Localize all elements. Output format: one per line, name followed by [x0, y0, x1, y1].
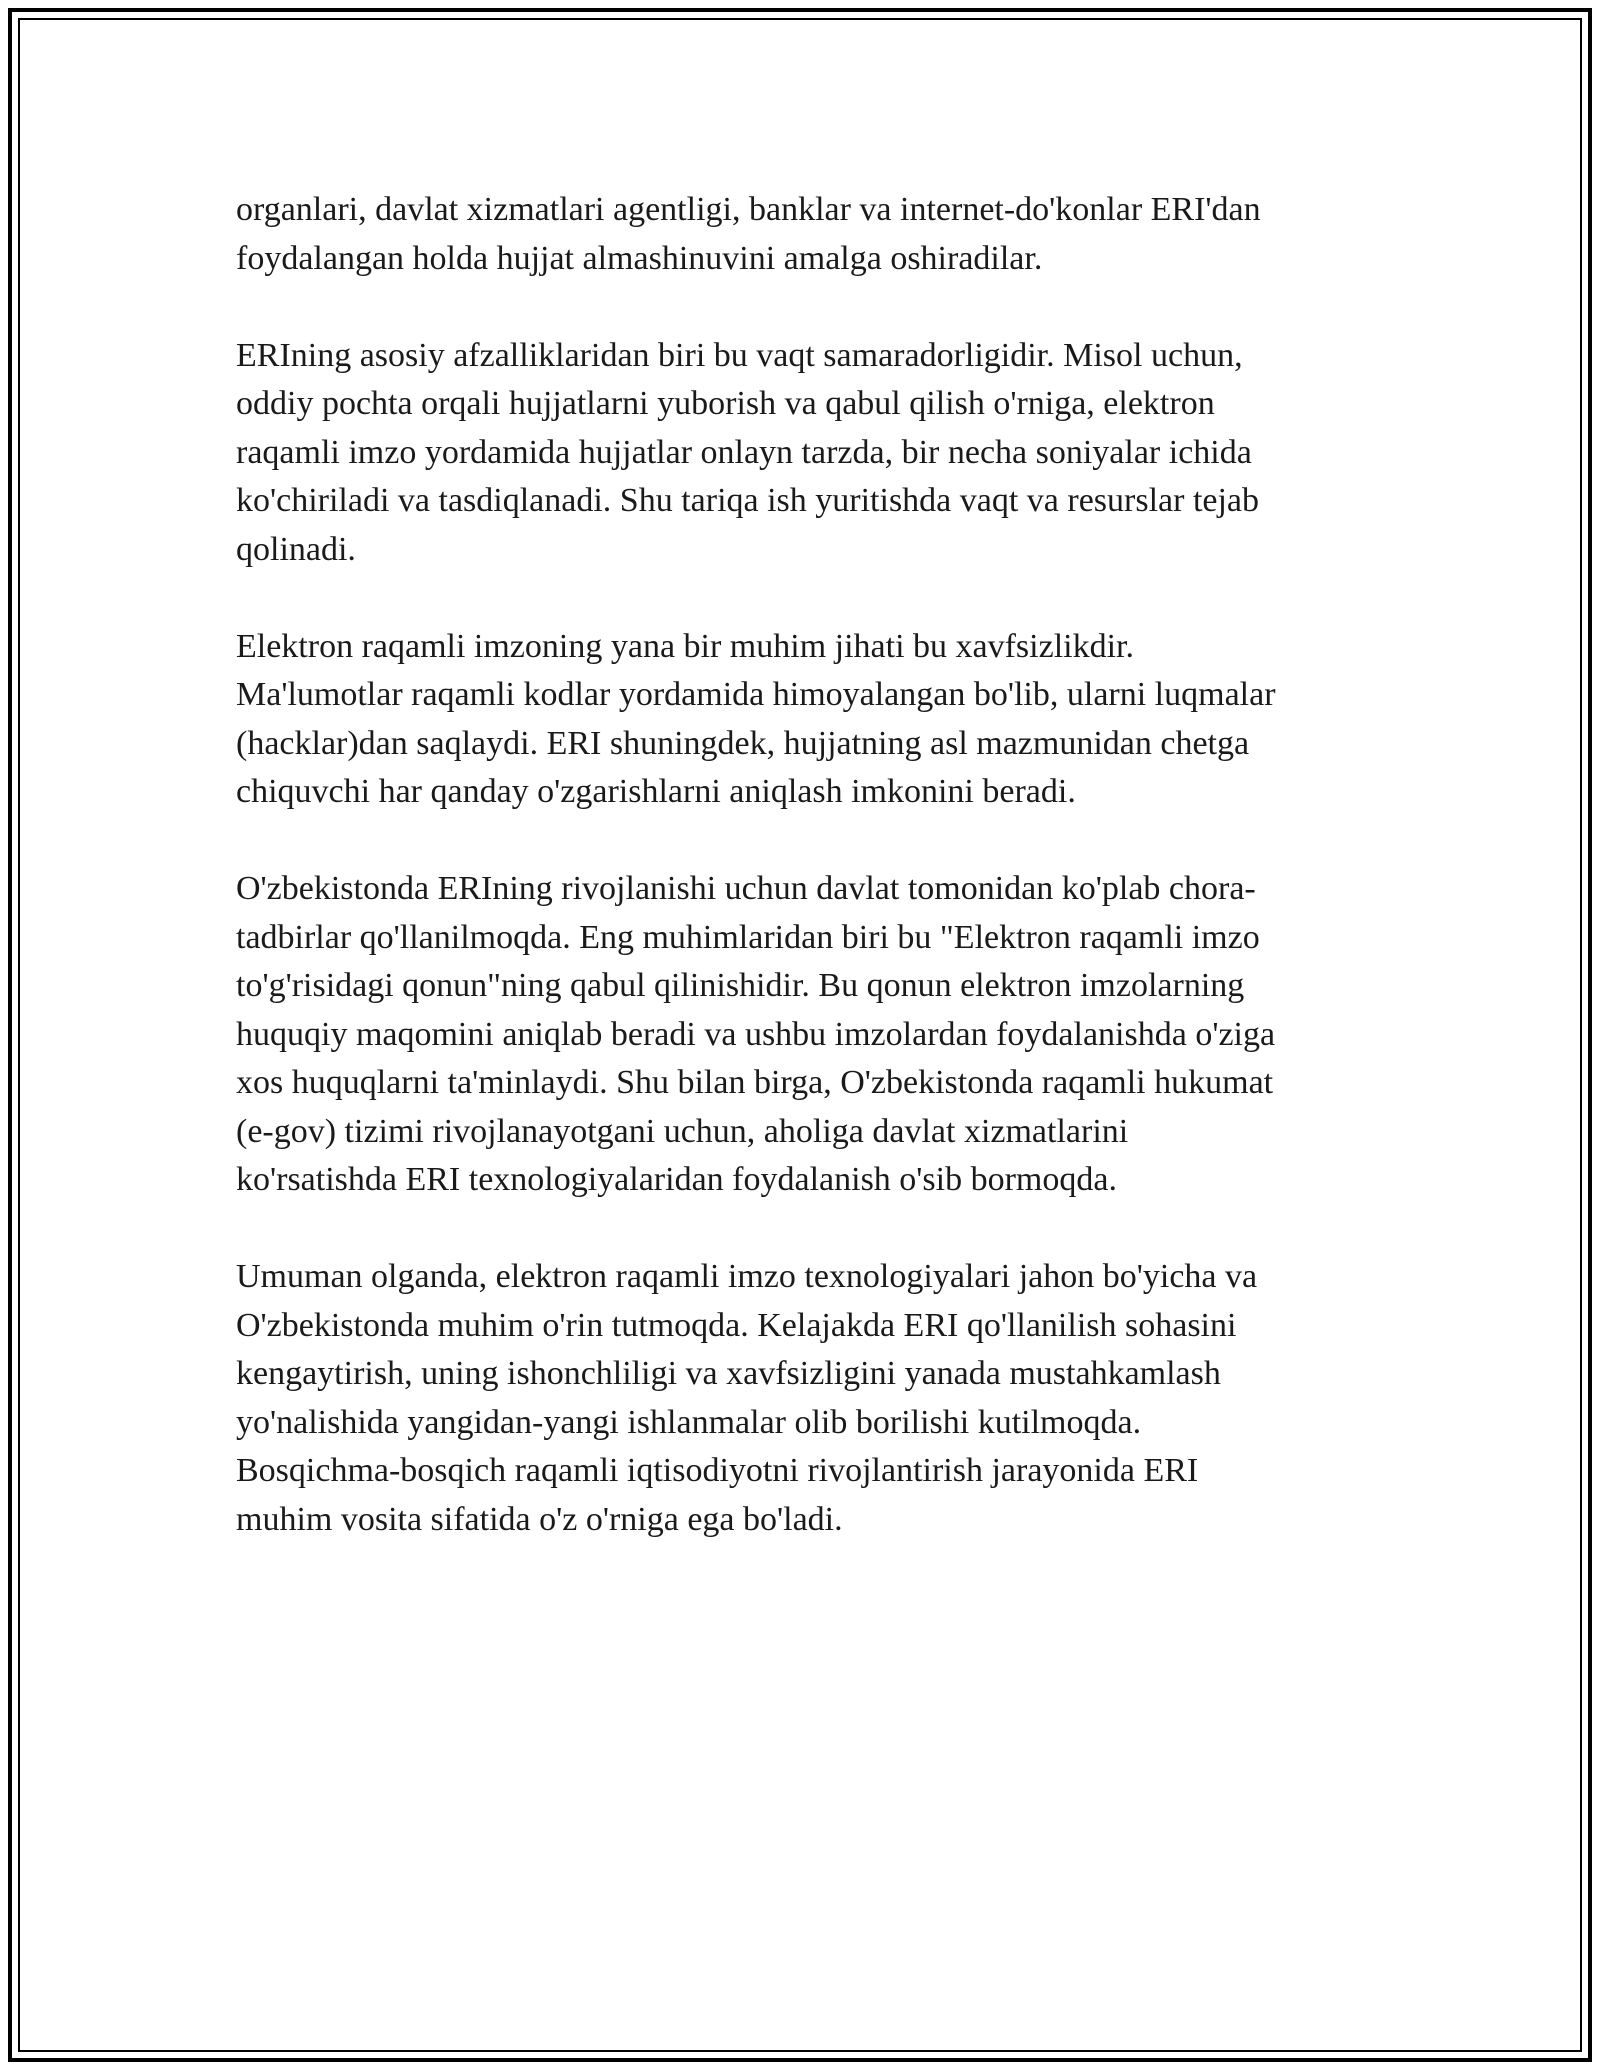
paragraph-uzbekistan-development: O'zbekistonda ERIning rivojlanishi uchun davlat tomonidan ko'plab chora- tadbirlar qo'llanilmoqda. Eng muhimlaridan biri bu "Elektron raqamli imzo to'g'risidagi qonun"ning qabul qilinishidir. Bu qonun elektron imzolarning huquqiy maqomini aniqlab beradi va ushbu imzolardan foydalanishda o'ziga xos huquqlarni ta'minlaydi. Shu bilan birga, O'zbekistonda raqamli hukumat (e-gov) tizimi rivojlanayotgani uchun, aholiga davlat xizmatlarini ko'rsatishda ERI texnologiyalaridan foydalanish o'sib bormoqda. — [236, 870, 1276, 1198]
paragraph-time-efficiency: ERIning asosiy afzalliklaridan biri bu vaqt samaradorligidir. Misol uchun, oddiy pochta orqali hujjatlarni yuborish va qabul qilish o'rniga, elektron raqamli imzo yordamida hujjatlar onlayn tarzda, bir necha soniyalar ichida ko'chiriladi va tasdiqlanadi. Shu tariqa ish yuritishda vaqt va resurslar tejab qolinadi. — [236, 336, 1260, 568]
paragraph-security: Elektron raqamli imzoning yana bir muhim jihati bu xavfsizlikdir. Ma'lumotlar raqamli kodlar yordamida himoyalangan bo'lib, ularni luqmalar (hacklar)dan saqlaydi. ERI shuningdek, hujjatning asl mazmunidan chetga chiquvchi har qanday o'zgarishlarni aniqlash imkonini beradi. — [236, 627, 1276, 810]
document-body — [236, 186, 1376, 1593]
paragraph-intro-continuation: organlari, davlat xizmatlari agentligi, banklar va internet-do'konlar ERI'dan foydalangan holda hujjat almashinuvini amalga oshiradilar. — [236, 191, 1261, 277]
paragraph-conclusion: Umuman olganda, elektron raqamli imzo texnologiyalari jahon bo'yicha va O'zbekistonda muhim o'rin tutmoqda. Kelajakda ERI qo'llanilish sohasini kengaytirish, uning ishonchliligi va xavfsizligini yanada mustahkamlash yo'nalishida yangidan-yangi ishlanmalar olib borilishi kutilmoqda. Bosqichma-bosqich raqamli iqtisodiyotni rivojlantirish jarayonida ERI muhim vosita sifatida o'z o'rniga ega bo'ladi. — [236, 1258, 1258, 1538]
